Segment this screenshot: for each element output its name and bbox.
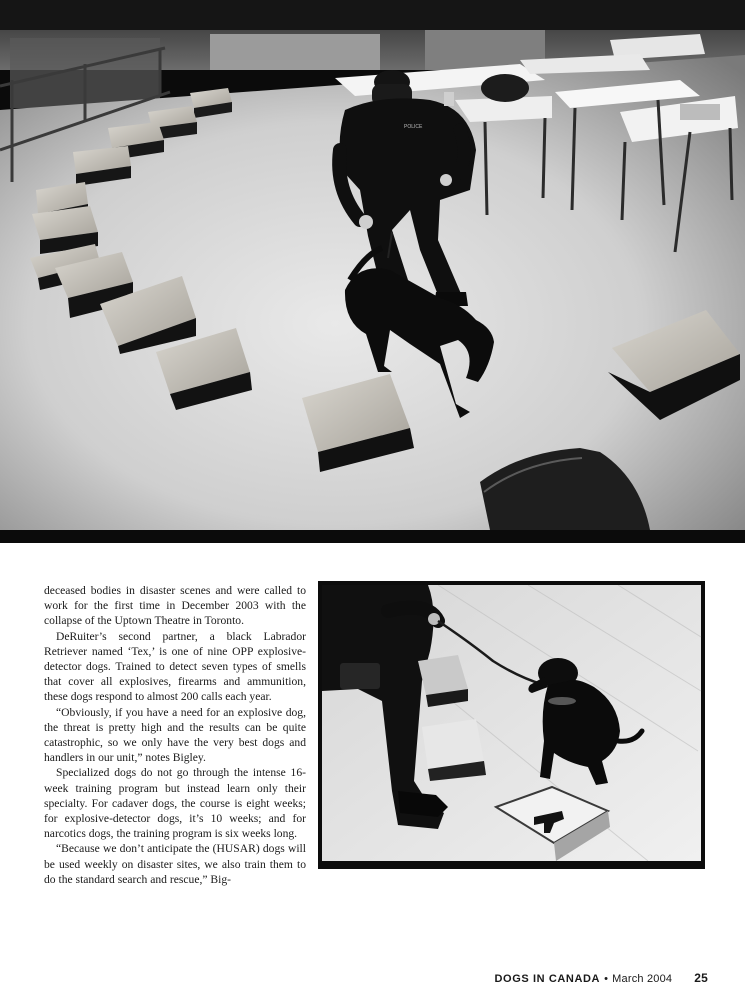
magazine-title: DOGS IN CANADA bbox=[494, 973, 601, 985]
article-paragraph: “Obviously, if you have a need for an explosive dog, the threat is pretty high and the results can be quite catastrophic, so we only have the very best dogs and handlers in our unit,” notes Bigley. bbox=[44, 705, 306, 765]
page-number: 25 bbox=[694, 971, 708, 985]
footer-separator: • bbox=[604, 973, 609, 985]
side-photo-dog-indicating-firearm bbox=[318, 581, 705, 869]
police-badge-text: POLICE bbox=[404, 124, 423, 130]
article-column bbox=[44, 583, 306, 887]
page-footer bbox=[0, 971, 708, 989]
issue-date: March 2004 bbox=[612, 973, 673, 985]
side-photo-scene bbox=[318, 581, 705, 869]
article-paragraph: deceased bodies in disaster scenes and were called to work for the first time in December 2003 with the collapse of the Uptown Theatre in Toronto. bbox=[44, 584, 306, 628]
article-paragraph: “Because we don’t anticipate the (HUSAR) dogs will be used weekly on disaster sites, we also train them to do the standard search and rescue,” Big- bbox=[44, 842, 306, 886]
article-paragraph: DeRuiter’s second partner, a black Labrador Retriever named ‘Tex,’ is one of nine OPP explosive-detector dogs. Trained to detect seven types of smells that cover all explosives, firearms and ammunition, these dogs respond to almost 200 calls each year. bbox=[44, 629, 306, 704]
article-paragraph: Specialized dogs do not go through the intense 16-week training program but instead learn only their specialty. For cadaver dogs, the course is eight weeks; for explosive-detector dogs, it’s 10 weeks; and for narcotics dogs, the training program is six weeks long. bbox=[44, 766, 306, 841]
wall-panel bbox=[210, 34, 380, 70]
